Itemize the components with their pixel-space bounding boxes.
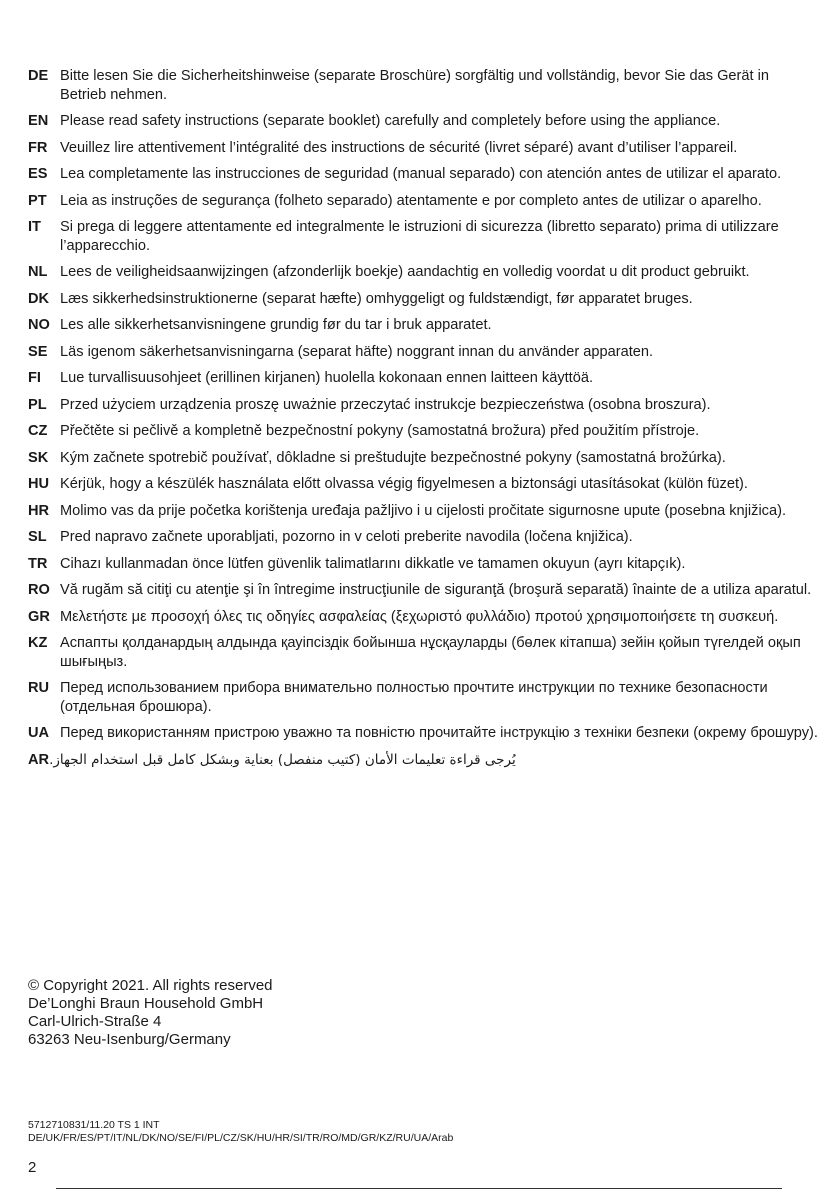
language-code: DE: [28, 68, 49, 84]
language-code: FR: [28, 139, 48, 156]
language-code: IT: [28, 219, 41, 235]
city-address: 63263 Neu-Isenburg/Germany: [28, 1031, 231, 1048]
notice-text: Lees de veiligheidsaanwijzingen (afzonderlijk boekje) aandachtig en volledig voordat u dit product gebruikt.: [60, 264, 750, 280]
notice-hu: [28, 475, 818, 494]
document-number: 5712710831/11.20 TS 1 INT: [28, 1119, 160, 1131]
document-info: [28, 1119, 453, 1145]
language-code: PT: [28, 192, 47, 209]
language-code: NL: [28, 264, 48, 280]
language-code: AR: [28, 751, 50, 768]
notice-ro: [28, 581, 818, 600]
notice-de: [28, 67, 818, 104]
notice-ar: [28, 751, 818, 770]
notice-text: Veuillez lire attentivement l’intégralité des instructions de sécurité (livret séparé) avant d’utiliser l’appareil.: [60, 139, 738, 156]
language-list: DE/UK/FR/ES/PT/IT/NL/DK/NO/SE/FI/PL/CZ/SK/HU/HR/SI/TR/RO/MD/GR/KZ/RU/UA/Arab: [28, 1132, 454, 1144]
notice-text: Pred napravo začnete uporabljati, pozorno in v celoti preberite navodila (ločena knjižica).: [60, 529, 633, 545]
notice-text: Læs sikkerhedsinstruktionerne (separat hæfte) omhyggeligt og fuldstændigt, før apparatet bruges.: [60, 290, 693, 307]
notice-text: Перед использованием прибора внимательно полностью прочтите инструкции по технике безопасности (отдельная брошюра).: [60, 680, 768, 715]
notice-no: [28, 316, 818, 335]
language-code: RO: [28, 582, 50, 598]
notice-text: Bitte lesen Sie die Sicherheitshinweise (separate Broschüre) sorgfältig und vollständig, bevor Sie das Gerät in Betrieb nehmen.: [60, 68, 769, 103]
footer-divider: [56, 1188, 782, 1189]
notice-sk: [28, 449, 818, 468]
notice-it: [28, 218, 818, 255]
notice-fi: [28, 369, 818, 388]
language-code: PL: [28, 396, 47, 413]
language-code: SL: [28, 529, 47, 545]
notice-text: Аспапты қолданардың алдында қауіпсіздік бойынша нұсқауларды (бөлек кітапша) зейін қойып түгелдей оқып шығыңыз.: [60, 635, 801, 670]
notice-tr: [28, 555, 818, 574]
safety-notice-list: [28, 67, 818, 769]
notice-text: Cihazı kullanmadan önce lütfen güvenlik talimatlarını dikkatle ve tamamen okuyun (ayrı kitapçık).: [60, 555, 686, 572]
language-code: RU: [28, 680, 50, 696]
notice-pl: [28, 396, 818, 415]
company-name: De’Longhi Braun Household GmbH: [28, 995, 264, 1012]
language-code: HU: [28, 476, 50, 492]
street-address: Carl-Ulrich-Straße 4: [28, 1013, 162, 1030]
notice-text: Leia as instruções de segurança (folheto separado) atentamente e por completo antes de utilizar o aparelho.: [60, 192, 762, 209]
notice-text: Kým začnete spotrebič používať, dôkladne si preštudujte bezpečnostné pokyny (samostatná brožúrka).: [60, 449, 726, 466]
language-code: SE: [28, 343, 48, 360]
notice-text: Μελετήστε με προσοχή όλες τις οδηγίες ασφαλείας (ξεχωριστό φυλλάδιο) προτού χρησιμοποιήσετε τη συσκευή.: [60, 608, 779, 625]
language-code: NO: [28, 317, 50, 333]
notice-ru: [28, 679, 818, 716]
notice-text: Перед використанням пристрою уважно та повністю прочитайте інструкцію з техніки безпеки (окрему брошуру).: [60, 725, 818, 741]
notice-fr: [28, 139, 818, 158]
notice-nl: [28, 263, 818, 282]
notice-text: Molimo vas da prije početka korištenja uređaja pažljivo i u cijelosti pročitate sigurnosne upute (posebna knjižica).: [60, 502, 787, 519]
language-code: ES: [28, 166, 48, 182]
language-code: DK: [28, 290, 50, 307]
language-code: CZ: [28, 423, 48, 439]
notice-text: Vă rugăm să citiţi cu atenţie şi în întregime instrucţiunile de siguranţă (broşură separată) înainte de a utiliza aparatul.: [60, 582, 812, 598]
notice-text: Lue turvallisuusohjeet (erillinen kirjanen) huolella kokonaan ennen laitteen käyttöä.: [60, 370, 594, 386]
language-code: TR: [28, 555, 48, 572]
copyright-block: [28, 977, 273, 1049]
language-code: FI: [28, 370, 41, 386]
language-code: HR: [28, 502, 50, 519]
notice-dk: [28, 290, 818, 309]
language-code: GR: [28, 608, 50, 625]
notice-text: Please read safety instructions (separate booklet) carefully and completely before using the appliance.: [60, 113, 721, 129]
notice-text: Si prega di leggere attentamente ed integralmente le istruzioni di sicurezza (libretto separato) prima di utilizzare l’apparecchio.: [60, 219, 779, 254]
language-code: SK: [28, 449, 49, 466]
notice-text: Kérjük, hogy a készülék használata előtt olvassa végig figyelmesen a biztonsági utasításokat (külön füzet).: [60, 476, 748, 492]
language-code: EN: [28, 113, 49, 129]
notice-text-arabic: يُرجى قراءة تعليمات الأمان (كتيب منفصل) بعناية وبشكل كامل قبل استخدام الجهاز.: [49, 751, 516, 768]
notice-text: Les alle sikkerhetsanvisningene grundig før du tar i bruk apparatet.: [60, 317, 492, 333]
notice-text: Přečtěte si pečlivě a kompletně bezpečnostní pokyny (samostatná brožura) před použitím přístroje.: [60, 423, 700, 439]
notice-text: Przed użyciem urządzenia proszę uważnie przeczytać instrukcje bezpieczeństwa (osobna broszura).: [60, 396, 711, 413]
notice-cz: [28, 422, 818, 441]
notice-kz: [28, 634, 818, 671]
notice-gr: [28, 608, 818, 627]
notice-hr: [28, 502, 818, 521]
notice-se: [28, 343, 818, 362]
notice-es: [28, 165, 818, 184]
page-number: 2: [28, 1159, 37, 1176]
notice-pt: [28, 192, 818, 211]
copyright-line: © Copyright 2021. All rights reserved: [28, 977, 273, 994]
notice-text: Lea completamente las instrucciones de seguridad (manual separado) con atención antes de utilizar el aparato.: [60, 166, 782, 182]
language-code: UA: [28, 725, 50, 741]
notice-sl: [28, 528, 818, 547]
notice-text: Läs igenom säkerhetsanvisningarna (separat häfte) noggrant innan du använder apparaten.: [60, 343, 654, 360]
notice-en: [28, 112, 818, 131]
language-code: KZ: [28, 635, 48, 651]
notice-ua: [28, 724, 818, 743]
